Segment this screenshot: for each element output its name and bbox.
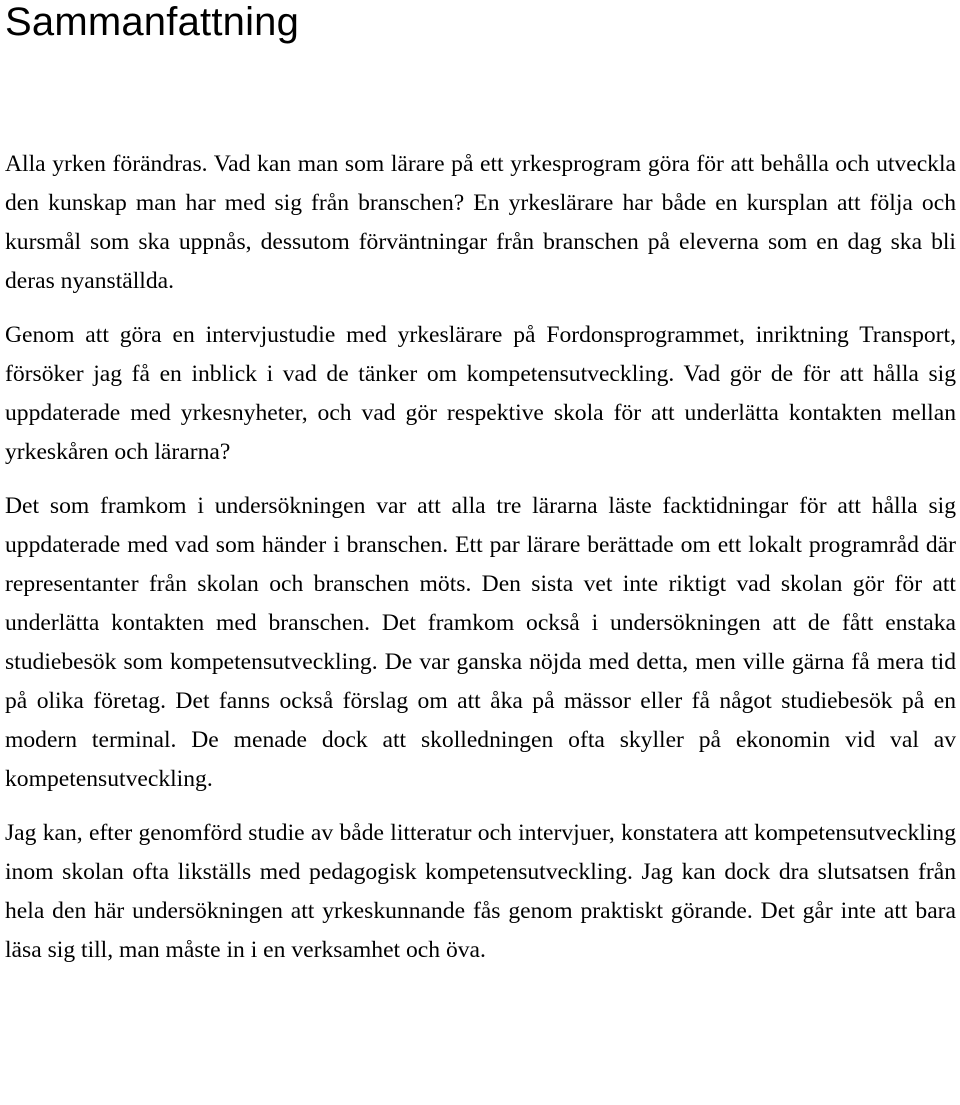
page-title: Sammanfattning	[5, 0, 300, 44]
document-body	[5, 145, 956, 970]
paragraph-conclusion: Jag kan, efter genomförd studie av både litteratur och intervjuer, konstatera att kompetensutveckling inom skolan ofta likställs med pedagogisk kompetensutveckling. Jag kan dock dra slutsatsen från hela den här undersökningen att yrkeskunnande fås genom praktiskt görande. Det går inte att bara läsa sig till, man måste in i en verksamhet och öva.	[5, 820, 956, 963]
paragraph-results: Det som framkom i undersökningen var att alla tre lärarna läste facktidningar för att hålla sig uppdaterade med vad som händer i branschen. Ett par lärare berättade om ett lokalt programråd där representanter från skolan och branschen möts. Den sista vet inte riktigt vad skolan gör för att underlätta kontakten med branschen. Det framkom också i undersökningen att de fått enstaka studiebesök som kompetensutveckling. De var ganska nöjda med detta, men ville gärna få mera tid på olika företag. Det fanns också förslag om att åka på mässor eller få något studiebesök på en modern terminal. De menade dock att skolledningen ofta skyller på ekonomin vid val av kompetensutveckling.	[5, 493, 956, 792]
paragraph-method: Genom att göra en intervjustudie med yrkeslärare på Fordonsprogrammet, inriktning Transport, försöker jag få en inblick i vad de tänker om kompetensutveckling. Vad gör de för att hålla sig uppdaterade med yrkesnyheter, och vad gör respektive skola för att underlätta kontakten mellan yrkeskåren och lärarna?	[5, 322, 956, 465]
paragraph-intro: Alla yrken förändras. Vad kan man som lärare på ett yrkesprogram göra för att behålla och utveckla den kunskap man har med sig från branschen? En yrkeslärare har både en kursplan att följa och kursmål som ska uppnås, dessutom förväntningar från branschen på eleverna som en dag ska bli deras nyanställda.	[5, 151, 956, 294]
